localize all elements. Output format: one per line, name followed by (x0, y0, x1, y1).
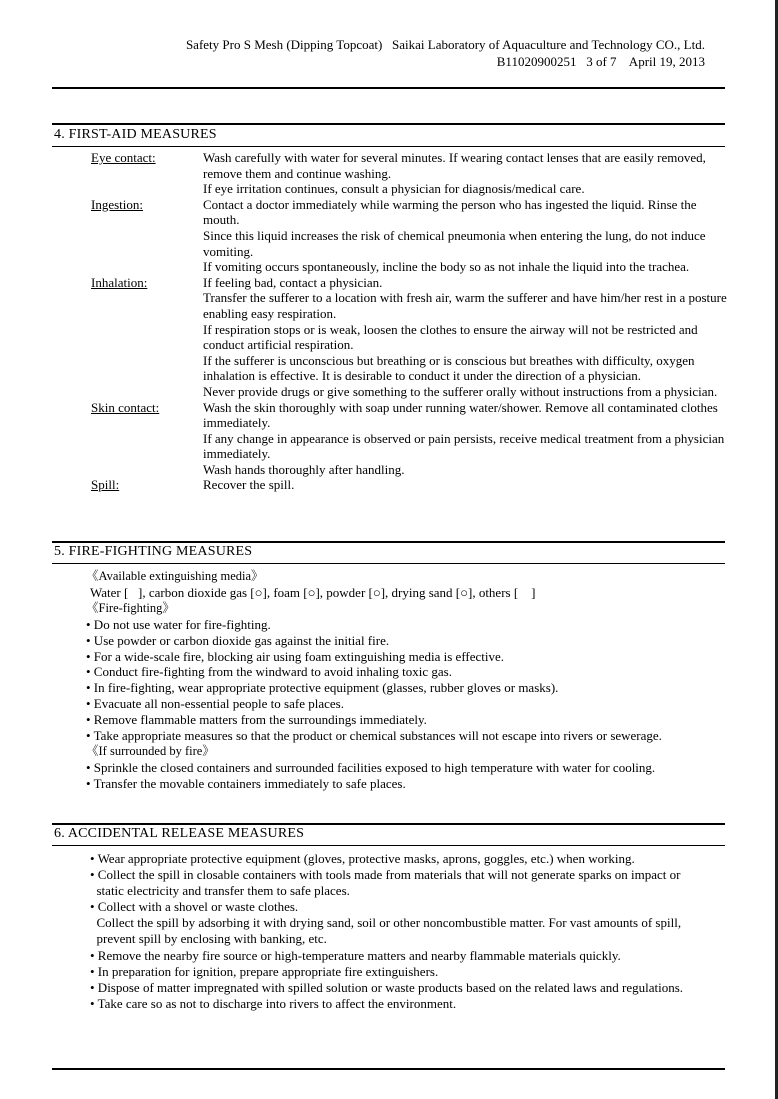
first-aid-text: Wash the skin thoroughly with soap under running water/shower. Remove all contaminated clothes immediately. (203, 399, 718, 431)
first-aid-label: Ingestion: (91, 196, 143, 212)
header-line-1: Safety Pro S Mesh (Dipping Topcoat) Saikai Laboratory of Aquaculture and Technology CO., Ltd. (185, 37, 705, 52)
section4-title: 4. FIRST-AID MEASURES (54, 127, 217, 142)
surrounded-heading: 《If surrounded by fire》 (86, 743, 215, 758)
section4-top-rule (52, 123, 725, 125)
firefighting-heading: 《Fire-fighting》 (86, 600, 175, 615)
list-item: • Evacuate all non-essential people to safe places. (86, 696, 344, 712)
list-item: • Wear appropriate protective equipment (gloves, protective masks, aprons, goggles, etc.) when working. (90, 851, 635, 866)
first-aid-text: Wash hands thoroughly after handling. (203, 461, 405, 477)
fire-fighting-content (86, 569, 736, 792)
first-aid-item (91, 477, 731, 493)
list-item: • Remove the nearby fire source or high-temperature matters and nearby flammable materials quickly. (90, 947, 621, 963)
media-line: Water [ ], carbon dioxide gas [○], foam [○], powder [○], drying sand [○], others [ ] (90, 584, 536, 600)
section5-title: 5. FIRE-FIGHTING MEASURES (54, 544, 253, 559)
first-aid-label: Eye contact: (91, 150, 156, 165)
list-item: • In fire-fighting, wear appropriate protective equipment (glasses, rubber gloves or masks). (86, 680, 559, 696)
first-aid-text: Transfer the sufferer to a location with fresh air, warm the sufferer and have him/her rest in a posture enabling easy respiration. (203, 290, 727, 321)
first-aid-item (91, 275, 731, 400)
list-item: • Conduct fire-fighting from the windward to avoid inhaling toxic gas. (86, 664, 452, 680)
media-heading: 《Available extinguishing media》 (86, 569, 264, 583)
first-aid-text: Since this liquid increases the risk of chemical pneumonia when entering the lung, do not induce vomiting. (203, 227, 706, 259)
first-aid-item (91, 400, 731, 478)
list-item: • Take care so as not to discharge into rivers to affect the environment. (90, 995, 457, 1011)
list-item: • Transfer the movable containers immediately to safe places. (86, 775, 406, 791)
list-item: • Collect with a shovel or waste clothes. (90, 899, 299, 915)
section6-title-rule (52, 845, 725, 846)
first-aid-text: If any change in appearance is observed or pain persists, receive medical treatment from a physician immediately. (203, 430, 725, 462)
header-line-2: B11020900251 3 of 7 April 19, 2013 (496, 54, 705, 69)
list-item: • Use powder or carbon dioxide gas against the initial fire. (86, 632, 390, 648)
section4-title-rule (52, 146, 725, 147)
first-aid-text: If the sufferer is unconscious but breathing or is conscious but breathes with difficulty, oxygen inhalation is effective. It is desirable to conduct it under the direction of a physician. (203, 352, 695, 384)
list-item: • For a wide-scale fire, blocking air using foam extinguishing media is effective. (86, 648, 505, 664)
section5-title-rule (52, 563, 725, 564)
section6-title: 6. ACCIDENTAL RELEASE MEASURES (54, 826, 305, 841)
list-item: • Dispose of matter impregnated with spilled solution or waste products based on the related laws and regulations. (90, 979, 684, 995)
list-item: • Sprinkle the closed containers and surrounded facilities exposed to high temperature with water for cooling. (86, 759, 656, 775)
first-aid-label: Skin contact: (91, 399, 160, 415)
first-aid-text: Recover the spill. (203, 477, 295, 493)
list-item-continuation: prevent spill by enclosing with banking, etc. (90, 931, 327, 947)
first-aid-item (91, 197, 731, 275)
list-item: • Remove flammable matters from the surroundings immediately. (86, 712, 427, 728)
first-aid-list (91, 150, 731, 493)
header-divider (52, 87, 725, 89)
section6-top-rule (52, 823, 725, 825)
first-aid-text: Never provide drugs or give something to the sufferer orally without instructions from a physician. (203, 383, 718, 399)
list-item: • Do not use water for fire-fighting. (86, 616, 271, 632)
list-item-continuation: static electricity and transfer them to safe places. (90, 883, 350, 899)
list-item-continuation: Collect the spill by adsorbing it with drying sand, soil or other noncombustible matter. For vast amounts of spill, (90, 915, 682, 931)
first-aid-text: If respiration stops or is weak, loosen the clothes to ensure the airway will not be restricted and conduct artificial respiration. (203, 321, 698, 353)
section5-top-rule (52, 541, 725, 543)
first-aid-item (91, 150, 731, 197)
accidental-release-content (90, 851, 730, 1012)
footer-divider (52, 1068, 725, 1070)
first-aid-text: Wash carefully with water for several minutes. If wearing contact lenses that are easily removed, remove them and continue washing. (203, 150, 706, 181)
list-item: • In preparation for ignition, prepare appropriate fire extinguishers. (90, 963, 439, 979)
list-item: • Take appropriate measures so that the product or chemical substances will not escape into rivers or sewerage. (86, 728, 662, 744)
first-aid-text: If feeling bad, contact a physician. (203, 274, 383, 290)
first-aid-text: If vomiting occurs spontaneously, incline the body so as not inhale the liquid into the trachea. (203, 259, 690, 275)
first-aid-text: If eye irritation continues, consult a physician for diagnosis/medical care. (203, 181, 585, 197)
first-aid-label: Spill: (91, 477, 120, 493)
first-aid-text: Contact a doctor immediately while warming the person who has ingested the liquid. Rinse the mouth. (203, 196, 697, 228)
list-item: • Collect the spill in closable containers with tools made from materials that will not generate sparks on impact or (90, 867, 681, 883)
first-aid-label: Inhalation: (91, 274, 148, 290)
page-header (50, 36, 705, 70)
